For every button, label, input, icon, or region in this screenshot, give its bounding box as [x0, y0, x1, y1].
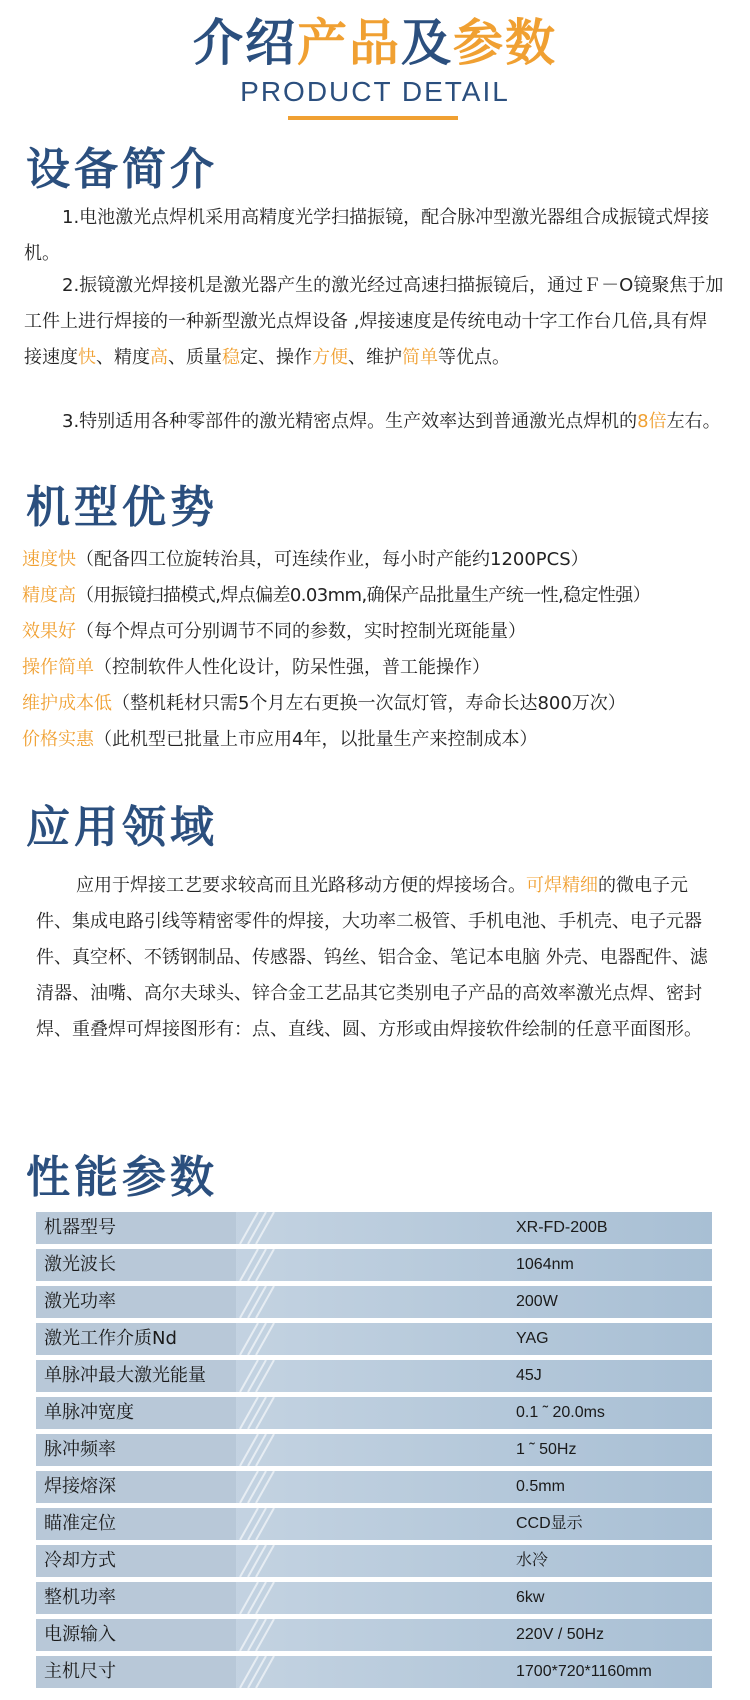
spec-label: 机器型号: [36, 1212, 236, 1244]
spec-value: 1064nm: [516, 1256, 574, 1273]
spec-label: 整机功率: [36, 1582, 236, 1614]
advantage-desc: （配备四工位旋转治具，可连续作业，每小时产能约1200PCS）: [76, 549, 589, 570]
advantage-item: [22, 542, 589, 578]
spec-value: 220V / 50Hz: [516, 1626, 605, 1643]
spec-label: 激光波长: [36, 1249, 236, 1281]
stripe-decoration: [236, 1249, 276, 1281]
advantage-desc: （整机耗材只需5个月左右更换一次氙灯管，寿命长达800万次）: [112, 693, 626, 714]
spec-label: 电源输入: [36, 1619, 236, 1651]
intro-p2-key-5: 简单: [402, 347, 438, 368]
intro-p2-text-c: 、质量: [168, 347, 222, 368]
application-text-b: 的微电子元件、集成电路引线等精密零件的焊接，大功率二极管、手机电池、手机壳、电子元器件、真空杯、不锈钢制品、传感器、钨丝、铝合金、笔记本电脑 外壳、电器配件、滤清器、油嘴、高尔夫球头、锌合金工艺品其它类别电子产品的高效率激光点焊、密封焊、重叠焊可焊接图形有：点、直线、圆、方形或由焊接软件绘制的任意平面图形。: [36, 875, 708, 1040]
advantage-key: 操作简单: [22, 657, 94, 678]
intro-p2-key-1: 快: [78, 347, 96, 368]
spec-label: 冷却方式: [36, 1545, 236, 1577]
spec-value: 6kw: [516, 1589, 545, 1606]
title-part-2: 产品: [297, 14, 401, 72]
stripe-decoration: [236, 1619, 276, 1651]
spec-value: 1700*720*1160mm: [516, 1663, 652, 1680]
advantage-desc: （控制软件人性化设计，防呆性强，普工能操作）: [94, 657, 490, 678]
application-paragraph: [36, 868, 716, 1048]
spec-row: [36, 1545, 712, 1577]
title-underline: [288, 116, 458, 120]
spec-label: 焊接熔深: [36, 1471, 236, 1503]
spec-label: 单脉冲宽度: [36, 1397, 236, 1429]
advantage-item: [22, 722, 537, 758]
intro-p3-key: 8倍: [637, 411, 667, 432]
spec-row: [36, 1397, 712, 1429]
spec-value: 200W: [516, 1293, 558, 1310]
intro-p2-key-3: 稳: [222, 347, 240, 368]
advantage-item: [22, 614, 526, 650]
advantage-desc: （此机型已批量上市应用4年，以批量生产来控制成本）: [94, 729, 538, 750]
intro-paragraph-3: [24, 404, 724, 440]
stripe-decoration: [236, 1656, 276, 1688]
spec-value: YAG: [516, 1330, 549, 1347]
advantages-heading: 机型优势: [26, 482, 218, 533]
advantage-desc: （用振镜扫描模式,焊点偏差0.03mm,确保产品批量生产统一性,稳定性强）: [76, 585, 651, 606]
spec-row: [36, 1619, 712, 1651]
stripe-decoration: [236, 1582, 276, 1614]
spec-label: 激光工作介质Nd: [36, 1323, 236, 1355]
spec-row: [36, 1582, 712, 1614]
advantage-key: 速度快: [22, 549, 76, 570]
stripe-decoration: [236, 1323, 276, 1355]
advantage-key: 效果好: [22, 621, 76, 642]
spec-row: [36, 1360, 712, 1392]
spec-label: 单脉冲最大激光能量: [36, 1360, 236, 1392]
stripe-decoration: [236, 1434, 276, 1466]
stripe-decoration: [236, 1397, 276, 1429]
specs-table: [36, 1212, 712, 1693]
advantage-item: [22, 650, 490, 686]
title-part-1: 介绍: [193, 14, 297, 72]
intro-p3-text-a: 3.特别适用各种零部件的激光精密点焊。生产效率达到普通激光点焊机的: [62, 411, 638, 432]
application-text-a: 应用于焊接工艺要求较高而且光路移动方便的焊接场合。: [76, 875, 526, 896]
spec-value: 水冷: [516, 1552, 549, 1569]
intro-paragraph-1: [24, 200, 724, 272]
spec-value: 0.5mm: [516, 1478, 565, 1495]
advantage-key: 精度高: [22, 585, 76, 606]
intro-p2-text-a: 2.振镜激光焊接机是激光器产生的激光经过高速扫描振镜后，通过Ｆ－Ο镜聚焦于加工件上进行焊接的一种新型激光点焊设备 ,焊接速度是传统电动十字工作台几倍,具有焊接速度: [24, 275, 724, 368]
application-heading: 应用领域: [26, 802, 218, 853]
spec-row: [36, 1656, 712, 1688]
spec-row: [36, 1212, 712, 1244]
spec-row: [36, 1249, 712, 1281]
intro-p1-text: 1.电池激光点焊机采用高精度光学扫描振镜，配合脉冲型激光器组合成振镜式焊接机。: [24, 207, 710, 264]
spec-row: [36, 1434, 712, 1466]
intro-p2-text-f: 等优点。: [438, 347, 510, 368]
intro-p2-key-4: 方便: [312, 347, 348, 368]
intro-p2-key-2: 高: [150, 347, 168, 368]
title-part-3: 及: [401, 14, 453, 72]
spec-value: 45J: [516, 1367, 542, 1384]
application-key: 可焊精细: [526, 875, 598, 896]
stripe-decoration: [236, 1360, 276, 1392]
intro-heading: 设备简介: [26, 144, 218, 195]
spec-value: XR-FD-200B: [516, 1219, 608, 1236]
stripe-decoration: [236, 1212, 276, 1244]
spec-row: [36, 1508, 712, 1540]
spec-row: [36, 1471, 712, 1503]
title-part-4: 参数: [453, 14, 557, 72]
spec-value: CCD显示: [516, 1515, 583, 1532]
stripe-decoration: [236, 1286, 276, 1318]
advantage-key: 价格实惠: [22, 729, 94, 750]
spec-value: 0.1 ˜ 20.0ms: [516, 1404, 605, 1421]
specs-heading: 性能参数: [26, 1152, 218, 1203]
intro-p2-text-e: 、维护: [348, 347, 402, 368]
stripe-decoration: [236, 1545, 276, 1577]
advantage-desc: （每个焊点可分别调节不同的参数，实时控制光斑能量）: [76, 621, 526, 642]
spec-label: 瞄准定位: [36, 1508, 236, 1540]
advantage-item: [22, 578, 650, 614]
stripe-decoration: [236, 1508, 276, 1540]
intro-paragraph-2: [24, 268, 724, 376]
spec-row: [36, 1323, 712, 1355]
spec-value: 1 ˜ 50Hz: [516, 1441, 577, 1458]
spec-label: 主机尺寸: [36, 1656, 236, 1688]
page-subtitle: PRODUCT DETAIL: [240, 76, 510, 107]
advantage-key: 维护成本低: [22, 693, 112, 714]
intro-p2-text-b: 、精度: [96, 347, 150, 368]
stripe-decoration: [236, 1471, 276, 1503]
spec-label: 脉冲频率: [36, 1434, 236, 1466]
spec-label: 激光功率: [36, 1286, 236, 1318]
page-title: [0, 8, 750, 78]
intro-p2-text-d: 定、操作: [240, 347, 312, 368]
intro-p3-text-b: 左右。: [666, 411, 721, 432]
spec-row: [36, 1286, 712, 1318]
advantage-item: [22, 686, 626, 722]
